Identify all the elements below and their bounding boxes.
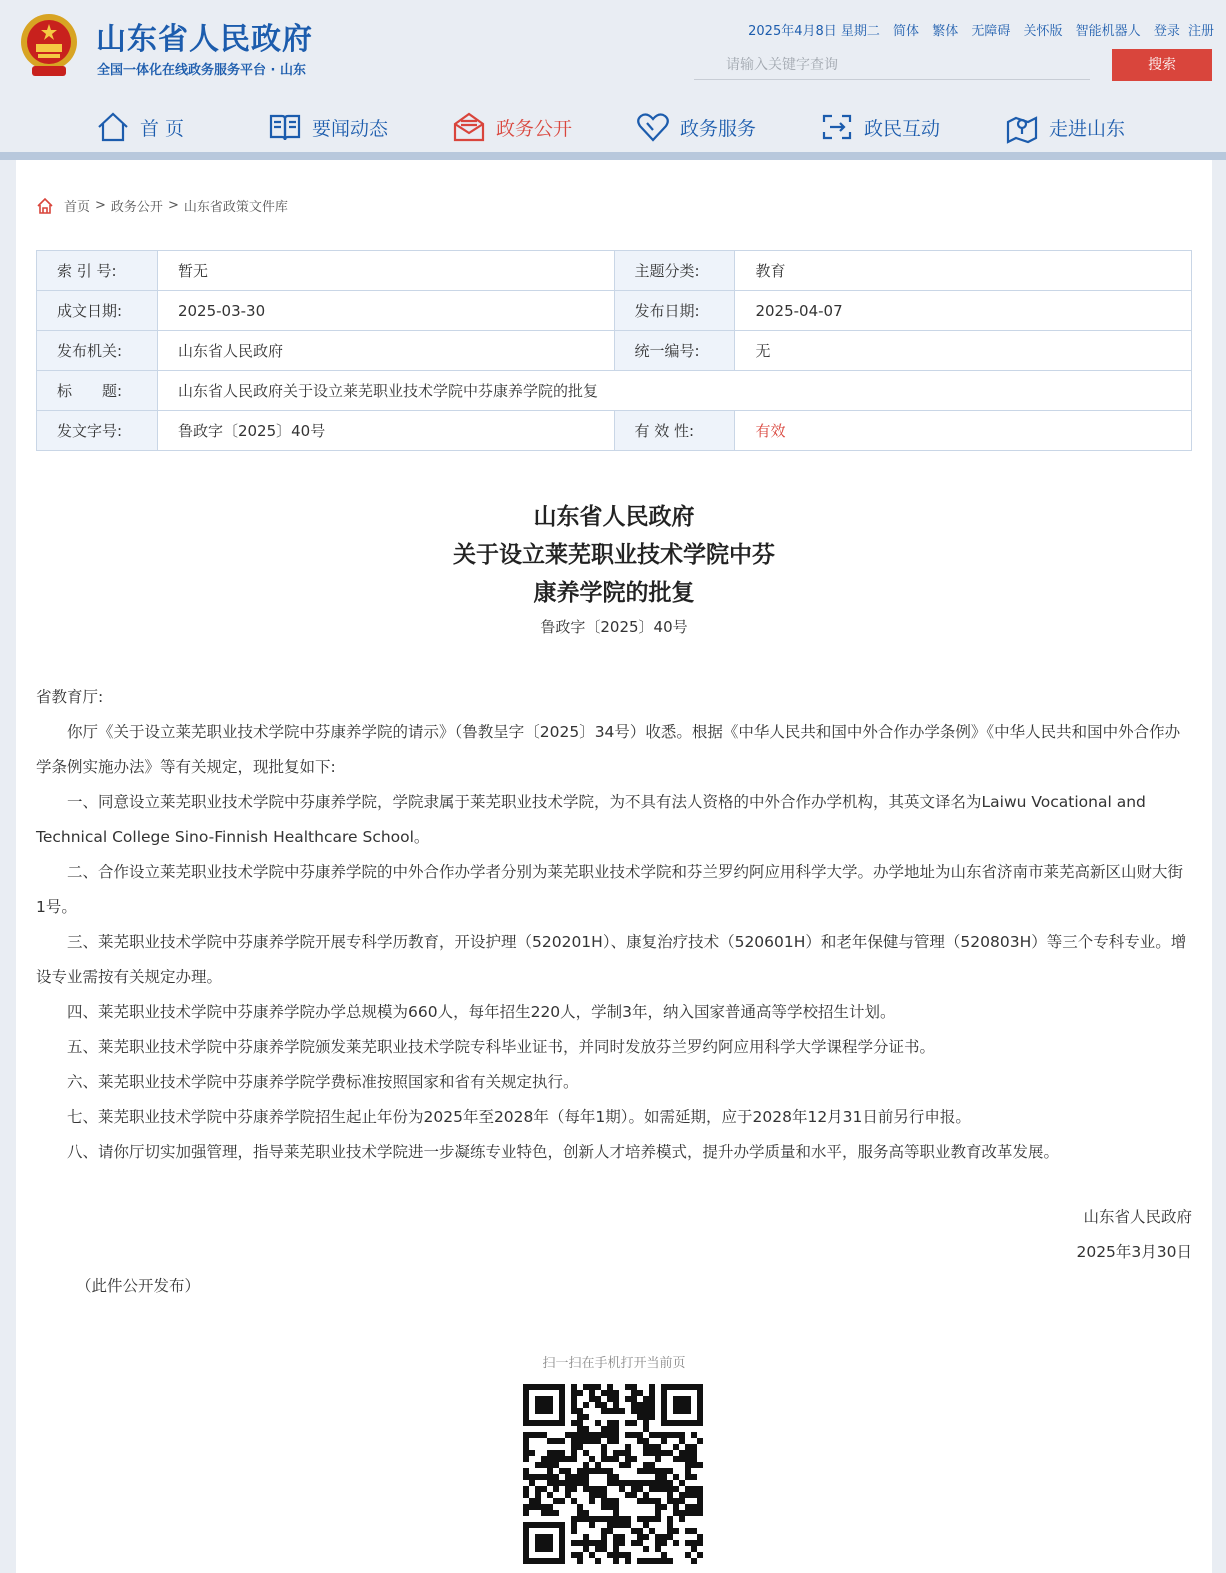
signer: 山东省人民政府 (1083, 1208, 1192, 1226)
body-paragraph: 二、合作设立莱芜职业技术学院中芬康养学院的中外合作办学者分别为莱芜职业技术学院和芬兰罗约阿应用科学大学。办学地址为山东省济南市莱芜高新区山财大街1号。 (36, 863, 1184, 916)
doc-number-label: 发文字号: (37, 411, 158, 451)
body-paragraph: 四、莱芜职业技术学院中芬康养学院办学总规模为660人，每年招生220人，学制3年，纳入国家普通高等学校招生计划。 (67, 1003, 896, 1021)
nav-news[interactable] (268, 104, 388, 150)
breadcrumb-home-icon[interactable] (36, 197, 54, 215)
link-robot[interactable]: 智能机器人 (1075, 24, 1141, 39)
document-meta-table (36, 250, 1192, 451)
title-label: 标 题: (37, 371, 158, 411)
link-accessibility[interactable]: 无障碍 (971, 24, 1011, 39)
validity-value: 有效 (735, 411, 1192, 451)
qr-caption: 扫一扫在手机打开当前页 (542, 1356, 686, 1371)
topic-value: 教育 (735, 251, 1192, 291)
nav-visit-shandong[interactable] (1005, 104, 1125, 150)
breadcrumb-policy-library[interactable]: 山东省政策文件库 (183, 200, 288, 215)
document-title-line: 康养学院的批复 (533, 580, 695, 606)
link-traditional[interactable]: 繁体 (932, 24, 959, 39)
map-pin-icon (1005, 110, 1039, 144)
written-date-label: 成文日期: (37, 291, 158, 331)
nav-news-label: 要闻动态 (312, 117, 389, 140)
nav-gov-affairs[interactable] (452, 104, 572, 150)
body-paragraph: 五、莱芜职业技术学院中芬康养学院颁发莱芜职业技术学院专科毕业证书，并同时发放芬兰罗约阿应用科学大学课程学分证书。 (67, 1038, 936, 1056)
current-date: 2025年4月8日 星期二 (748, 24, 880, 39)
content-card (16, 160, 1212, 1573)
breadcrumb-gov-affairs[interactable]: 政务公开 (110, 200, 163, 215)
publish-date-label: 发布日期: (614, 291, 735, 331)
breadcrumb-home[interactable]: 首页 (64, 200, 91, 215)
main-nav (0, 104, 1226, 150)
index-label: 索 引 号: (37, 251, 158, 291)
link-register[interactable]: 注册 (1187, 24, 1214, 39)
nav-gov-affairs-label: 政务公开 (496, 117, 573, 140)
publish-date-value: 2025-04-07 (735, 291, 1192, 331)
breadcrumb-separator: > (95, 198, 106, 213)
body-paragraph: 你厅《关于设立莱芜职业技术学院中芬康养学院的请示》（鲁教呈字〔2025〕34号）收悉。根据《中华人民共和国中外合作办学条例》《中华人民共和国中外合作办学条例实施办法》等有关规定，现批复如下: (36, 723, 1181, 776)
body-paragraph: 七、莱芜职业技术学院中芬康养学院招生起止年份为2025年至2028年（每年1期）。如需延期，应于2028年12月31日前另行申报。 (67, 1108, 971, 1126)
table-row (37, 291, 1192, 331)
top-links (748, 20, 1214, 39)
document-body (36, 680, 1192, 1170)
public-note: （此件公开发布） (76, 1277, 201, 1295)
link-care-version[interactable]: 关怀版 (1023, 24, 1063, 39)
serial-label: 统一编号: (614, 331, 735, 371)
body-paragraph: 六、莱芜职业技术学院中芬康养学院学费标准按照国家和省有关规定执行。 (67, 1073, 579, 1091)
org-label: 发布机关: (37, 331, 158, 371)
salutation: 省教育厅: (36, 688, 104, 706)
body-paragraph: 三、莱芜职业技术学院中芬康养学院开展专科学历教育，开设护理（520201H）、康复治疗技术（520601H）和老年保健与管理（520803H）等三个专科专业。增设专业需按有关规定办理。 (36, 933, 1187, 986)
document-title (16, 498, 1212, 612)
mail-icon (452, 110, 486, 144)
breadcrumb-separator: > (167, 198, 179, 213)
qr-code-image (523, 1384, 703, 1564)
document-title-line: 关于设立莱芜职业技术学院中芬 (453, 542, 775, 568)
index-value: 暂无 (157, 251, 614, 291)
nav-divider (0, 152, 1226, 160)
site-subtitle: 全国一体化在线政务服务平台 · 山东 (97, 63, 306, 78)
site-title[interactable]: 山东省人民政府 (96, 22, 313, 57)
heart-icon (636, 110, 670, 144)
book-icon (268, 110, 302, 144)
nav-gov-services[interactable] (636, 104, 756, 150)
body-paragraph: 八、请你厅切实加强管理，指导莱芜职业技术学院进一步凝练专业特色，创新人才培养模式，提升办学质量和水平，服务高等职业教育改革发展。 (67, 1143, 1060, 1161)
link-login[interactable]: 登录 (1153, 24, 1180, 39)
nav-gov-services-label: 政务服务 (680, 117, 757, 140)
body-paragraph: 一、同意设立莱芜职业技术学院中芬康养学院，学院隶属于莱芜职业技术学院，为不具有法人资格的中外合作办学机构，其英文译名为Laiwu Vocational and Technical College Sino-Finnish Healthcare School。 (36, 793, 1146, 846)
table-row (37, 371, 1192, 411)
org-value: 山东省人民政府 (157, 331, 614, 371)
nav-interaction[interactable] (820, 104, 940, 150)
written-date-value: 2025-03-30 (157, 291, 614, 331)
nav-home-label: 首 页 (140, 117, 185, 140)
title-value: 山东省人民政府关于设立莱芜职业技术学院中芬康养学院的批复 (157, 371, 1191, 411)
site-header (0, 0, 1226, 155)
interaction-icon (820, 110, 854, 144)
serial-value: 无 (735, 331, 1192, 371)
nav-interaction-label: 政民互动 (864, 117, 941, 140)
topic-label: 主题分类: (614, 251, 735, 291)
signature-block (1076, 1200, 1192, 1270)
breadcrumb (36, 196, 288, 215)
table-row (37, 251, 1192, 291)
home-icon (96, 110, 130, 144)
national-emblem-logo[interactable] (18, 12, 80, 78)
search-button[interactable]: 搜索 (1112, 49, 1212, 81)
document-number: 鲁政字〔2025〕40号 (540, 618, 688, 636)
table-row (37, 331, 1192, 371)
search-input[interactable] (694, 50, 1090, 80)
nav-home[interactable] (96, 104, 184, 150)
doc-number-value: 鲁政字〔2025〕40号 (157, 411, 614, 451)
nav-visit-shandong-label: 走进山东 (1049, 117, 1126, 140)
link-simplified[interactable]: 简体 (893, 24, 920, 39)
table-row (37, 411, 1192, 451)
document-title-line: 山东省人民政府 (533, 504, 695, 530)
validity-label: 有 效 性: (614, 411, 735, 451)
sign-date: 2025年3月30日 (1076, 1243, 1192, 1261)
